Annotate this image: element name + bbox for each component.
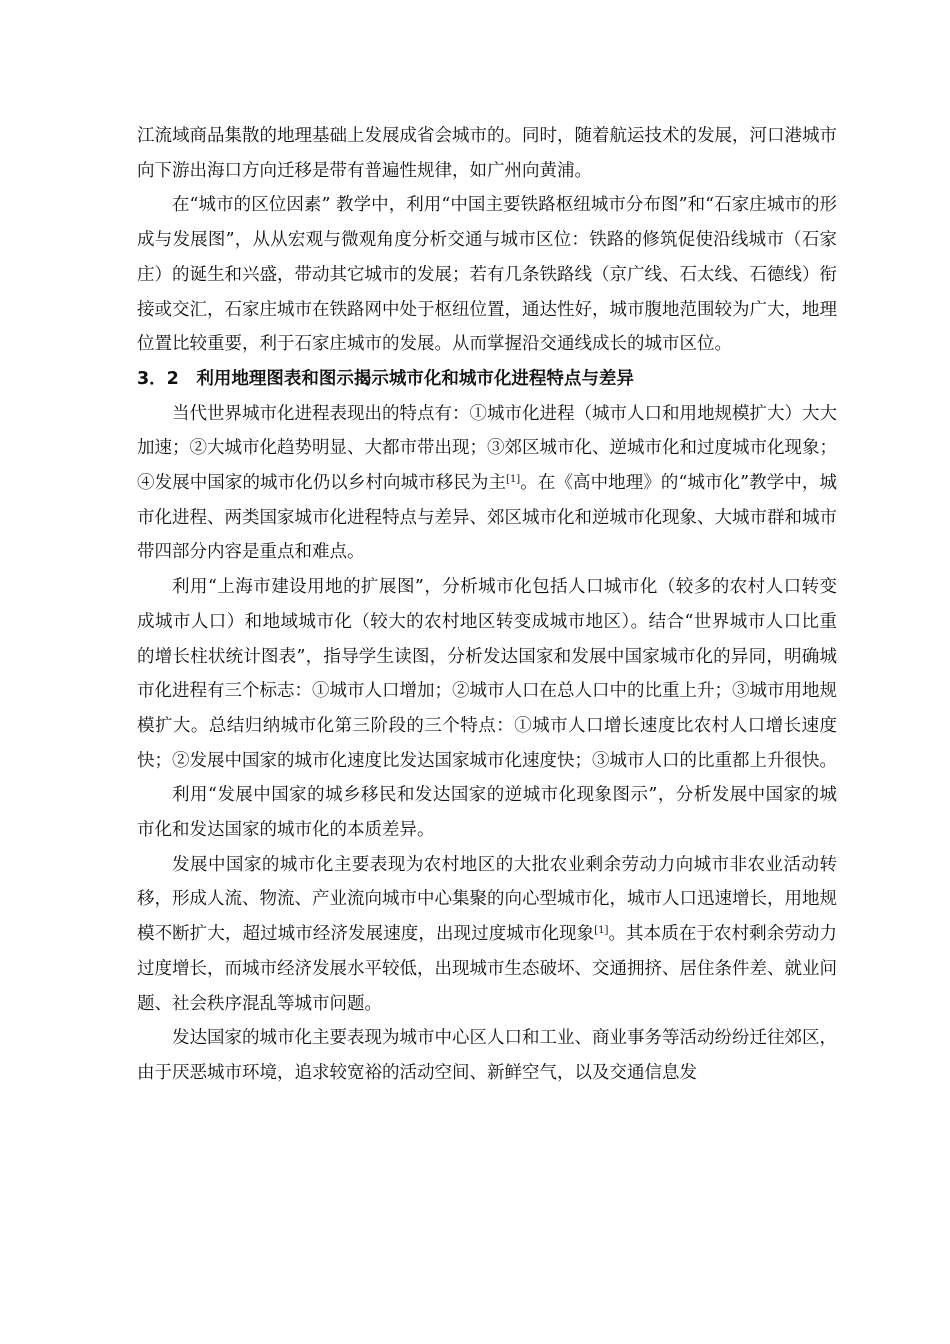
paragraph-urbanization-features (137, 397, 837, 571)
paragraph-developed-countries: 发达国家的城市化主要表现为城市中心区人口和工业、商业事务等活动纷纷迁往郊区，由于厌恶城市环境，追求较宽裕的活动空间、新鲜空气，以及交通信息发 (137, 1028, 837, 1083)
citation-ref: [1] (506, 474, 521, 486)
paragraph-text: 。在《高中地理》的“城市化”教学中，城市化进程、两类国家城市化进程特点与差异、郊区城市化和逆城市化现象、大城市群和城市带四部分内容是重点和难点。 (137, 473, 837, 563)
citation-ref: [1] (594, 925, 609, 937)
section-heading: 3．2 利用地理图表和图示揭示城市化和城市化进程特点与差异 (137, 368, 634, 389)
paragraph-city-location-factors: 在“城市的区位因素” 教学中，利用“中国主要铁路枢纽城市分布图”和“石家庄城市的形成与发展图”，从从宏观与微观角度分析交通与城市区位：铁路的修筑促使沿线城市（石家庄）的诞生和兴盛，带动其它城市的发展；若有几条铁路线（京广线、石太线、石德线）衔接或交汇，石家庄城市在铁路网中处于枢纽位置，通达性好，城市腹地范围较为广大，地理位置比较重要，利于石家庄城市的发展。从而掌握沿交通线成长的城市区位。 (137, 195, 837, 355)
document-body (137, 119, 837, 1091)
paragraph-developing-countries (137, 848, 837, 1022)
paragraph-text: 。其本质在于农村剩余劳动力过度增长，而城市经济发展水平较低，出现城市生态破坏、交通拥挤、居住条件差、就业问题、社会秩序混乱等城市问题。 (137, 924, 837, 1014)
paragraph-shanghai-expansion: 利用“上海市建设用地的扩展图”，分析城市化包括人口城市化（较多的农村人口转变成城市人口）和地域城市化（较大的农村地区转变成城市地区）。结合“世界城市人口比重的增长柱状统计图表”，指导学生读图，分析发达国家和发展中国家城市化的异同，明确城市化进程有三个标志：①城市人口增加；②城市人口在总人口中的比重上升；③城市用地规模扩大。总结归纳城市化第三阶段的三个特点：①城市人口增长速度比农村人口增长速度快；②发展中国家的城市化速度比发达国家城市化速度快；③城市人口的比重都上升很快。 (137, 577, 837, 771)
paragraph-migration-diagram: 利用“发展中国家的城乡移民和发达国家的逆城市化现象图示”，分析发展中国家的城市化和发达国家的城市化的本质差异。 (137, 785, 837, 841)
paragraph-text: 发展中国家的城市化主要表现为农村地区的大批农业剩余劳动力向城市非农业活动转移，形成人流、物流、产业流向城市中心集聚的向心型城市化，城市人口迅速增长，用地规模不断扩大，超过城市经济发展速度，出现过度城市化现象 (137, 854, 837, 945)
paragraph-continuation: 江流域商品集散的地理基础上发展成省会城市的。同时，随着航运技术的发展，河口港城市向下游出海口方向迁移是带有普遍性规律，如广州向黄浦。 (137, 126, 837, 181)
paragraph-text: 当代世界城市化进程表现出的特点有：①城市化进程（城市人口和用地规模扩大）大大加速；②大城市化趋势明显、大都市带出现；③郊区城市化、逆城市化和过度城市化现象；④发展中国家的城市化仍以乡村向城市移民为主 (137, 403, 837, 494)
